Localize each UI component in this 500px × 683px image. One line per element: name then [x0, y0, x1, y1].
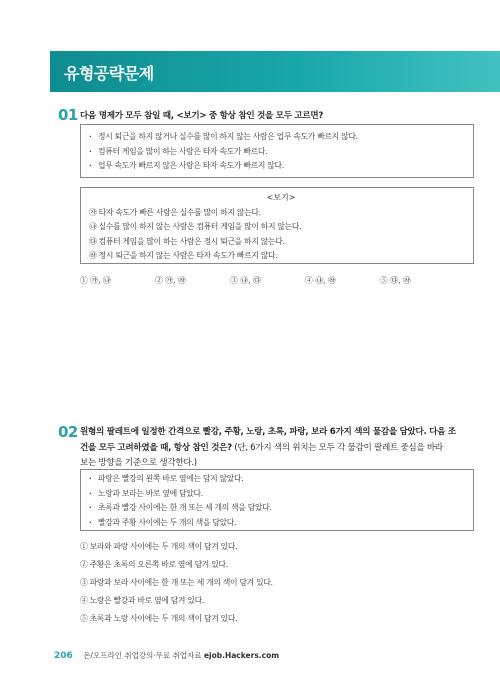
condition-box — [80, 469, 474, 531]
question-2-note: (단, 6가지 색의 위치는 모두 각 물감이 팔레트 중심을 바라 — [231, 442, 443, 453]
answer-option[interactable]: ① ㉮, ㉯ — [80, 276, 111, 285]
section-banner — [50, 51, 500, 92]
condition-item: · 노랑과 보라는 바로 옆에 담았다. — [89, 487, 473, 502]
question-1-text: 다음 명제가 모두 참일 때, <보기> 중 항상 참인 것을 모두 고르면? — [80, 111, 324, 121]
question-2-text — [80, 425, 485, 472]
answer-option[interactable]: ② ㉮, ㉱ — [155, 276, 186, 285]
bogi-item: ㉱ 정시 퇴근을 하지 않는 사람은 타자 속도가 빠르지 않다. — [89, 250, 278, 260]
bogi-box — [80, 187, 474, 264]
footer-site-link[interactable]: ejob.Hackers.com — [203, 651, 280, 660]
answer-option[interactable]: ④ 노랑은 빨강과 바로 옆에 담겨 있다. — [80, 596, 204, 605]
premise-list — [89, 130, 473, 174]
answer-option[interactable]: ③ ㉯, ㉰ — [230, 276, 261, 285]
answer-options-1 — [80, 275, 480, 289]
question-2-note-line: 보는 방향을 기준으로 생각한다.) — [80, 458, 197, 468]
answer-option[interactable]: ③ 파랑과 보라 사이에는 한 개 또는 세 개의 색이 담겨 있다. — [80, 578, 273, 587]
answer-option[interactable]: ① 보라와 파랑 사이에는 두 개의 색이 담겨 있다. — [80, 542, 238, 551]
premise-item: · 정시 퇴근을 하지 않거나 실수를 많이 하지 않는 사람은 업무 속도가 빠르지 않다. — [89, 130, 473, 145]
question-2-line: 원형의 팔레트에 일정한 간격으로 빨강, 주황, 노랑, 초록, 파랑, 보라 6가지 색의 물감을 담았다. 다음 조 — [80, 427, 456, 437]
condition-item: · 빨강과 주황 사이에는 두 개의 색을 담았다. — [89, 516, 473, 531]
answer-option[interactable]: ⑤ ㉰, ㉱ — [380, 276, 411, 285]
bogi-list — [89, 206, 473, 263]
premise-box — [80, 124, 474, 178]
answer-option[interactable]: ④ ㉯, ㉱ — [305, 276, 336, 285]
answer-options-2 — [80, 538, 273, 628]
condition-item: · 파랑은 빨강의 왼쪽 바로 옆에는 담지 않았다. — [89, 472, 473, 487]
premise-item: · 컴퓨터 게임을 많이 하는 사람은 타자 속도가 빠르다. — [89, 145, 473, 160]
question-number-1: 01 — [58, 106, 78, 124]
premise-item: · 업무 속도가 빠르지 않은 사람은 타자 속도가 빠르지 않다. — [89, 159, 473, 174]
answer-option[interactable]: ⑤ 초록과 노랑 사이에는 두 개의 색이 담겨 있다. — [80, 614, 238, 623]
answer-option[interactable]: ② 주황은 초록의 오른쪽 바로 옆에 담겨 있다. — [80, 560, 228, 569]
condition-list — [89, 472, 473, 530]
bogi-item: ㉰ 컴퓨터 게임을 많이 하는 사람은 정시 퇴근을 하지 않는다. — [89, 236, 285, 246]
condition-item: · 초록과 빨강 사이에는 한 개 또는 세 개의 색을 담았다. — [89, 501, 473, 516]
section-title: 유형공략문제 — [64, 64, 154, 83]
bogi-item: ㉯ 실수를 많이 하지 않는 사람은 컴퓨터 게임을 많이 하지 않는다. — [89, 222, 302, 232]
bogi-item: ㉮ 타자 속도가 빠른 사람은 실수를 많이 하지 않는다. — [89, 208, 261, 217]
footer-text: 온/오프라인 취업강의·무료 취업자료 — [83, 651, 202, 660]
page-number: 206 — [54, 651, 73, 661]
page-footer — [54, 650, 279, 661]
bogi-title: <보기> — [266, 193, 296, 202]
question-2-line: 건을 모두 고려하였을 때, 항상 참인 것은? — [80, 442, 232, 453]
question-number-2: 02 — [58, 423, 78, 441]
